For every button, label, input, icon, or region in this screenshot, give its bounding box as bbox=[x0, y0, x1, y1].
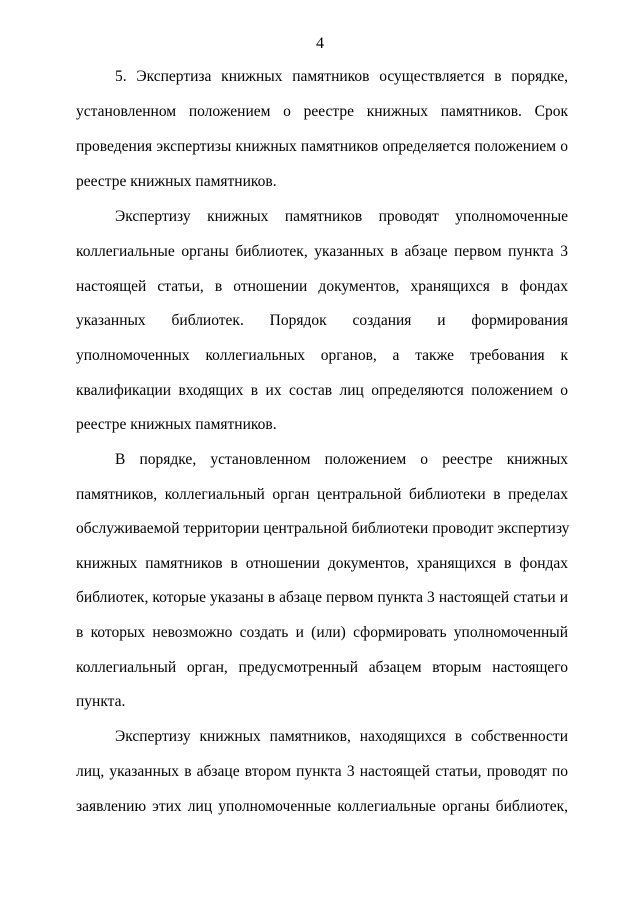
paragraph-4-line-2: лиц, указанных в абзаце втором пункта 3 настоящей статьи, проводят по bbox=[76, 763, 568, 780]
paragraph-1-line-3: проведения экспертизы книжных памятников определяется положением о bbox=[76, 138, 568, 155]
paragraph-1-line-1: 5. Экспертиза книжных памятников осуществляется в порядке, bbox=[115, 68, 568, 85]
paragraph-3-line-8: пункта. bbox=[76, 693, 126, 710]
paragraph-1-line-4: реестре книжных памятников. bbox=[76, 173, 277, 190]
paragraph-2-line-4: указанных библиотек. Порядок создания и формирования bbox=[76, 312, 568, 329]
paragraph-2-line-5: уполномоченных коллегиальных органов, а также требования к bbox=[76, 347, 568, 364]
paragraph-2-line-6: квалификации входящих в их состав лиц определяются положением о bbox=[76, 382, 568, 399]
paragraph-3-line-7: коллегиальный орган, предусмотренный абзацем вторым настоящего bbox=[76, 659, 568, 676]
paragraph-2-line-2: коллегиальные органы библиотек, указанных в абзаце первом пункта 3 bbox=[76, 243, 568, 260]
paragraph-3-line-4: книжных памятников в отношении документов, хранящихся в фондах bbox=[76, 555, 568, 572]
paragraph-3-line-2: памятников, коллегиальный орган центральной библиотеки в пределах bbox=[76, 486, 568, 503]
paragraph-1-line-2: установленном положением о реестре книжных памятников. Срок bbox=[76, 103, 568, 120]
paragraph-3-line-5: библиотек, которые указаны в абзаце первом пункта 3 настоящей статьи и bbox=[76, 589, 568, 606]
paragraph-3-line-1: В порядке, установленном положением о реестре книжных bbox=[115, 451, 568, 468]
paragraph-3-line-6: в которых невозможно создать и (или) сформировать уполномоченный bbox=[76, 624, 568, 641]
page-number: 4 bbox=[316, 35, 324, 52]
paragraph-4-line-3: заявлению этих лиц уполномоченные коллегиальные органы библиотек, bbox=[76, 798, 568, 815]
paragraph-2-line-3: настоящей статьи, в отношении документов, хранящихся в фондах bbox=[76, 278, 568, 295]
paragraph-2-line-7: реестре книжных памятников. bbox=[76, 416, 277, 433]
paragraph-2-line-1: Экспертизу книжных памятников проводят уполномоченные bbox=[115, 208, 568, 225]
paragraph-3-line-3: обслуживаемой территории центральной библиотеки проводит экспертизу bbox=[76, 520, 570, 537]
paragraph-4-line-1: Экспертизу книжных памятников, находящихся в собственности bbox=[115, 728, 568, 745]
